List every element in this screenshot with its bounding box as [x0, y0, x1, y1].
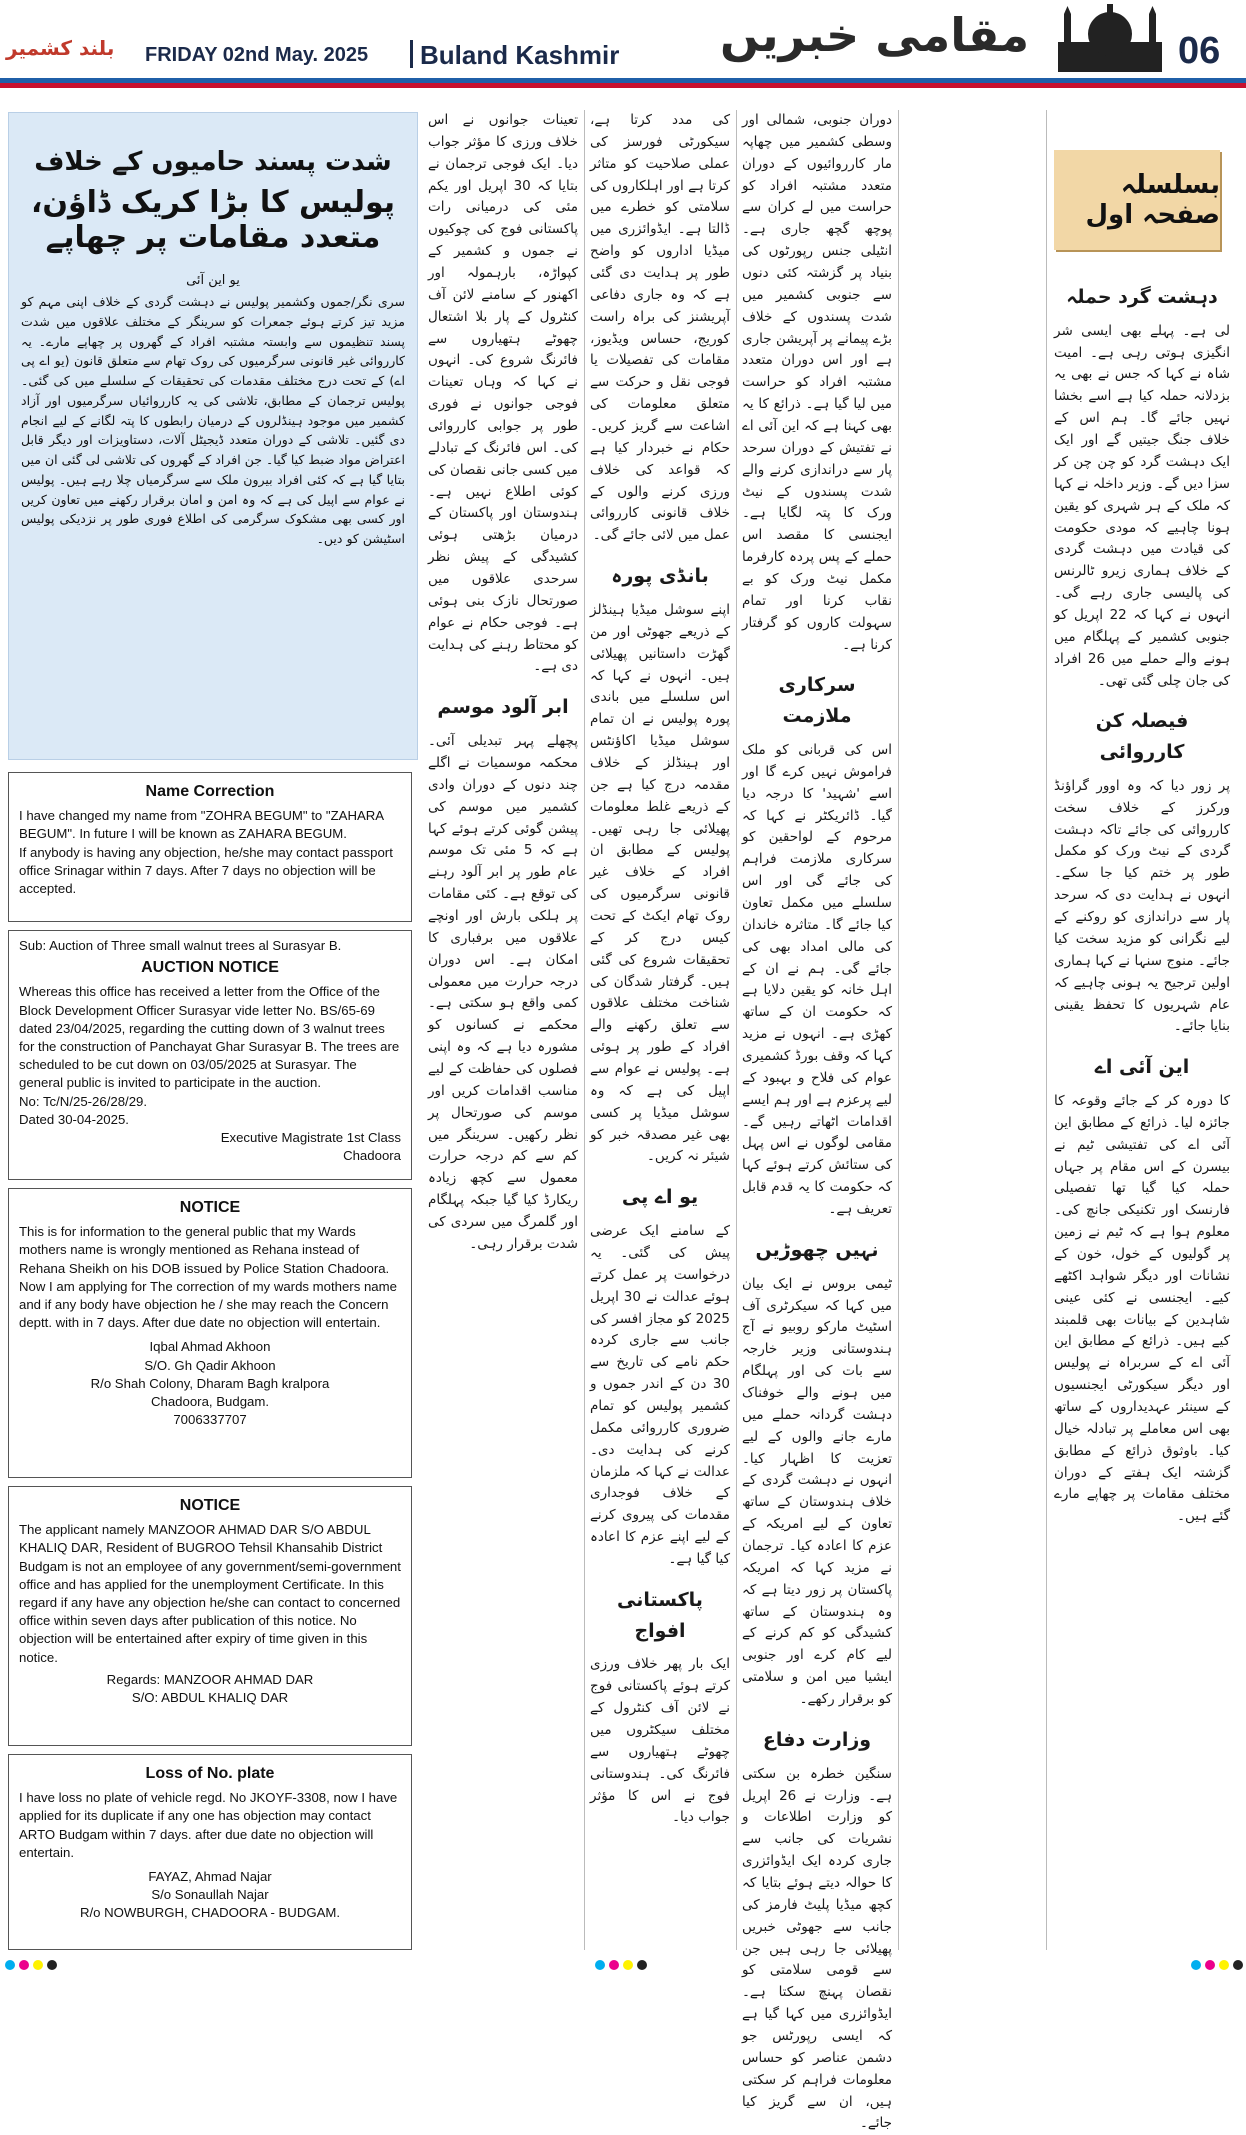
- page-number: 06: [1178, 30, 1221, 72]
- notice-text: The applicant namely MANZOOR AHMAD DAR S/O ABDUL KHALIQ DAR, Resident of BUGROO Tehsil Khansahib District Budgam is not an employee of any government/semi-government office and has applied for the unemployment Certificate. In this regard if any have any objection he/she can contact to concerned office within seven days after publication of this notice. No objection will be entertained after expiry of time given in this notice.: [19, 1522, 401, 1665]
- name-correction-notice: [8, 772, 412, 922]
- article-text: ایک بار پھر خلاف ورزی کرتے ہوئے پاکستانی فوج نے لائن آف کنٹرول کے مختلف سیکٹروں میں چھوٹے ہتھیاروں سے فائرنگ کی۔ ہندوستانی فوج نے اس کا مؤثر جواب دیا۔: [590, 1656, 730, 1826]
- notice-signature: R/o NOWBURGH, CHADOORA - BUDGAM.: [79, 1905, 341, 1921]
- article-text: دوران جنوبی، شمالی اور وسطی کشمیر میں چھاپہ مار کارروائیوں کے دوران متعدد مشتبہ افراد کو حراست میں لے کران سے پوچھ گچھ جاری ہے۔ انٹیلی جنس رپورٹوں کی بنیاد پر گزشتہ کئی دنوں سے جنوبی کشمیر میں شدت پسندوں کے خلاف بڑے پیمانے پر آپریشن جاری ہے اور اس دوران متعدد مشتبہ افراد کو حراست میں لیا گیا ہے۔ ذرائع کا یہ بھی کہنا ہے کہ این آئی اے نے تفتیش کے دوران سرحد پار سے دراندازی کرنے والے شدت پسندوں کے نیٹ ورک کا پتہ لگایا ہے۔ ایجنسی کا مقصد اس حملے کے پس پردہ کارفرما مکمل نیٹ ورک کو بے نقاب کرنا اور تمام سہولت کاروں کو گرفتار کرنا ہے۔: [742, 112, 892, 653]
- article-text: پچھلے پہر تبدیلی آئی۔ محکمہ موسمیات نے اگلے چند دنوں کے دوران وادی کشمیر میں موسم کی پیشن گوئی کرتے ہوئے کہا ہے کہ 5 مئی تک موسم عام طور پر ابر آلود رہنے کی توقع ہے۔ کئی مقامات پر ہلکی بارش اور اونچے علاقوں میں برفباری کا امکان ہے۔ اس دوران درجہ حرارت میں معمولی کمی واقع ہو سکتی ہے۔ محکمے نے کسانوں کو مشورہ دیا ہے کہ وہ اپنی فصلوں کی حفاظت کے لیے مناسب اقدامات کریں اور موسم کی صورتحال پر نظر رکھیں۔ سرینگر میں کم سے کم درجہ حرارت معمول سے کچھ زیادہ ریکارڈ کیا گیا جبکہ پہلگام اور گلمرگ میں سردی کی شدت برقرار رہی۔: [428, 733, 578, 1252]
- lead-story: [8, 112, 418, 760]
- article-text: اپنے سوشل میڈیا ہینڈلز کے ذریعے جھوٹی اور من گھڑت داستانیں پھیلائی ہیں۔ انہوں نے کہا کہ اس سلسلے میں باندی پورہ پولیس نے ان تمام سوشل میڈیا اکاؤنٹس اور ہینڈلز کے خلاف مقدمہ درج کیا ہے جن کے ذریعے غلط معلومات پھیلائی جا رہی تھیں۔ پولیس کے مطابق ان افراد کے خلاف غیر قانونی سرگرمیوں کی روک تھام ایکٹ کے تحت کیس درج کر کے تحقیقات شروع کی گئی ہیں۔ گرفتار شدگان کی شناخت مختلف علاقوں سے تعلق رکھنے والے افراد کے طور پر ہوئی ہے۔ پولیس نے عوام سے اپیل کی ہے کہ وہ سوشل میڈیا پر کسی بھی غیر مصدقہ خبر کو شیئر نہ کریں۔: [590, 601, 730, 1165]
- notice-text: I have changed my name from "ZOHRA BEGUM" to "ZAHARA BEGUM". In future I will be known as ZAHARA BEGUM.: [19, 808, 384, 842]
- lead-headline-top: شدت پسند حامیوں کے خلاف: [34, 147, 392, 177]
- unemployment-notice: [8, 1486, 412, 1746]
- notice-signature: Regards: MANZOOR AHMAD DAR: [106, 1671, 314, 1687]
- news-column-a: [742, 110, 893, 2132]
- article-subhead: نہیں چھوڑیں: [755, 1238, 879, 1261]
- notice-ref: No: Tc/N/25-26/28/29.: [19, 1093, 148, 1109]
- mothers-name-notice: [8, 1188, 412, 1478]
- article-subhead: دہشت گرد حملہ: [1066, 286, 1218, 308]
- notice-title: Loss of No. plate: [145, 1765, 275, 1782]
- article-subhead: ابر آلود موسم: [437, 696, 569, 719]
- article-text: ٹیمی بروس نے ایک بیان میں کہا کہ سیکرٹری آف اسٹیٹ مارکو روبیو نے آج ہندوستانی وزیر خارجہ سے بات کی اور پہلگام میں ہونے والے خوفناک دہشت گردانہ حملے میں مارے جانے والوں کے لیے تعزیت کا اظہار کیا۔ انہوں نے دہشت گردی کے خلاف ہندوستان کے ساتھ تعاون کے لیے امریکہ کے عزم کا اعادہ کیا۔ ترجمان نے مزید کہا کہ امریکہ پاکستان پر زور دیتا ہے کہ وہ ہندوستان کے ساتھ کشیدگی کو کم کرنے کے لیے کام کرے اور جنوبی ایشیا میں امن و سلامتی کو برقرار رکھے۔: [742, 1275, 892, 1708]
- article-subhead: پاکستانی افواج: [617, 1588, 703, 1642]
- article-subhead: یو اے پی: [621, 1186, 699, 1209]
- mosque-skyline-icon: [1050, 4, 1170, 74]
- lead-byline: یو این آئی: [186, 273, 240, 288]
- notice-title: AUCTION NOTICE: [141, 959, 279, 977]
- article-text: اس کی قربانی کو ملک فراموش نہیں کرے گا اور اسے 'شہید' کا درجہ دیا گیا۔ ڈائریکٹر نے کہا کہ مرحوم کے لواحقین کو سرکاری ملازمت فراہم کی جائے گی اور اس سلسلے میں مکمل تعاون کیا جائے گا۔ متاثرہ خاندان کی مالی امداد بھی کی جائے گی۔ ہم نے ان کے اہل خانہ کو یقین دلایا ہے کہ حکومت ان کے ساتھ کھڑی ہے۔ انہوں نے مزید کہا کہ وقف بورڈ کشمیری عوام کی فلاح و بہبود کے لیے پرعزم ہے اور ہم ایسے اقدامات اٹھاتے رہیں گے۔ مقامی لوگوں نے اس پہل کی ستائش کرتے ہوئے کہا کہ حکومت کا یہ قدم قابل تعریف ہے۔: [742, 742, 892, 1218]
- lead-headline-main: پولیس کا بڑا کریک ڈاؤن، متعدد مقامات پر چھاپے: [30, 185, 396, 255]
- article-text: کی مدد کرتا ہے، سیکورٹی فورسز کی عملی صلاحیت کو متاثر کرتا ہے اور اہلکاروں کی سلامتی کو خطرے میں ڈالتا ہے۔ ایڈوائزری میں میڈیا اداروں کو واضح طور پر ہدایت دی گئی ہے کہ وہ جاری دفاعی آپریشنز کی براہ راست کوریج، حساس ویڈیوز، مقامات کی تفصیلات یا فوجی نقل و حرکت سے متعلق معلومات کی اشاعت سے گریز کریں۔ حکام نے خبردار کیا ہے کہ قواعد کی خلاف ورزی کرنے والوں کے خلاف قانونی کارروائی عمل میں لائی جائے گی۔: [590, 112, 730, 544]
- notice-signature: Chadoora, Budgam.: [150, 1394, 270, 1410]
- article-subhead: سرکاری ملازمت: [778, 674, 856, 728]
- notice-signatory-place: Chadoora: [343, 1148, 401, 1164]
- notice-signature: S/o Sonaullah Najar: [151, 1887, 269, 1903]
- column-rule: [584, 110, 585, 1950]
- masthead-divider: [410, 40, 413, 68]
- notice-signature: FAYAZ, Ahmad Najar: [148, 1868, 272, 1884]
- urdu-logo: بلند کشمیر: [6, 36, 115, 60]
- auction-notice: [8, 930, 412, 1180]
- notice-signatory: Executive Magistrate 1st Class: [220, 1130, 401, 1146]
- notice-signature: R/o Shah Colony, Dharam Bagh kralpora: [90, 1375, 330, 1391]
- masthead-red-rule: [0, 83, 1246, 88]
- article-subhead: بانڈی پورہ: [611, 565, 709, 588]
- brand-name: Buland Kashmir: [420, 40, 620, 70]
- continued-from-front-box: بسلسلہ صفحہ اول: [1054, 150, 1220, 250]
- notice-text: Whereas this office has received a letter from the Office of the Block Development Officer Surasyar vide letter No. BS/65-69 dated 23/04/2025, regarding the cutting down of 3 walnut trees for the construction of Panchayat Ghar Surasyar B. The trees are scheduled to be cut down on 03/05/2025 at Surasyar. The general public is invited to participate in the auction.: [19, 984, 400, 1091]
- notice-title: NOTICE: [179, 1199, 241, 1216]
- notice-text: This is for information to the general public that my Wards mothers name is wrongly mentioned as Rehana instead of Rehana Sheikh on his DOB issued by Police Station Chadoora. Now I am applying for The correction of my wards mothers name and if any body have objection he / she may reach the Concern deptt. with in 7 days. After due date no objection will entertain.: [19, 1224, 397, 1331]
- article-text: تعینات جوانوں نے اس خلاف ورزی کا مؤثر جواب دیا۔ ایک فوجی ترجمان نے بتایا کہ 30 اپریل اور یکم مئی کی درمیانی رات پاکستانی فوج کی چوکیوں نے جموں و کشمیر کے کپواڑہ، بارہمولہ اور اکھنور کے سامنے لائن آف کنٹرول کے پار بلا اشتعال چھوٹے ہتھیاروں سے فائرنگ شروع کی۔ انہوں نے کہا کہ وہاں تعینات فوجی جوانوں نے فوری طور پر جوابی کارروائی کی۔ اس فائرنگ کے تبادلے میں کسی جانی نقصان کی کوئی اطلاع نہیں ہے۔ ہندوستان اور پاکستان کے درمیان بڑھتی ہوئی کشیدگی کے پیش نظر سرحدی علاقوں میں صورتحال نازک بنی ہوئی ہے۔ فوجی حکام نے عوام کو محتاط رہنے کی ہدایت دی ہے۔: [428, 112, 578, 675]
- article-subhead: این آئی اے: [1094, 1056, 1190, 1079]
- notice-text: If anybody is having any objection, he/she may contact passport office Srinagar within 7 days. After 7 days no objection will be accepted.: [19, 844, 393, 896]
- notice-text: I have loss no plate of vehicle regd. No JKOYF-3308, now I have applied for its duplicate if any one has objection may contact ARTO Budgam within 7 days. after due date no objection will entertain.: [19, 1790, 398, 1860]
- article-subhead: وزارت دفاع: [762, 1728, 872, 1751]
- article-subhead: فیصلہ کن کارروائی: [1095, 710, 1189, 764]
- issue-date: FRIDAY 02nd May. 2025: [145, 44, 369, 66]
- article-text: سنگین خطرہ بن سکتی ہے۔ وزارت نے 26 اپریل کو وزارت اطلاعات و نشریات کی جانب سے جاری کردہ ایک ایڈوائزری کا حوالہ دیتے ہوئے بتایا کہ کچھ میڈیا پلیٹ فارمز کی جانب سے جھوٹی خبریں پھیلائی جا رہی ہیں جن سے قومی سلامتی کو نقصان پہنچ سکتا ہے۔ ایڈوائزری میں کہا گیا ہے کہ ایسی رپورٹس جو دشمن عناصر کو حساس معلومات فراہم کر سکتی ہیں، ان سے گریز کیا جائے۔: [742, 1765, 893, 2132]
- column-rule: [898, 110, 899, 1950]
- print-registration-marks: [0, 1958, 1246, 1972]
- lead-body: سری نگر/جموں وکشمیر پولیس نے دہشت گردی کے خلاف اپنی مہم کو مزید تیز کرتے ہوئے جمعرات کو سرینگر کے مختلف علاقوں میں شدت پسند تنظیموں سے وابستہ مشتبہ افراد کے گھروں پر چھاپے مارے۔ یہ کارروائی غیر قانونی سرگرمیوں کی روک تھام سے متعلق قانون (یو اے پی اے) کے تحت درج مختلف مقدمات کی تحقیقات کے سلسلے میں کی گئی۔ پولیس ترجمان کے مطابق، تلاشی کی یہ کارروائیاں سرگرمیوں اور آزاد کشمیر میں موجود ہینڈلروں کے درمیان رابطوں کا پتہ لگانے کے لیے انجام دی گئیں۔ تلاشی کے دوران متعدد ڈیجیٹل آلات، دستاویزات اور دیگر قابل اعتراض مواد ضبط کیا گیا۔ جن افراد کے گھروں کی تلاشی لی گئی ان میں بتایا گیا ہے کہ کئی افراد بیرون ملک سے سرگرمیاں چلا رہے ہیں۔ پولیس نے عوام سے اپیل کی ہے کہ وہ امن و امان برقرار رکھنے میں تعاون کریں اور کسی بھی مشکوک سرگرمی کی اطلاع فوری طور پر نزدیکی پولیس اسٹیشن کو دیں۔: [21, 294, 405, 546]
- article-text: کے سامنے ایک عرضی پیش کی گئی۔ یہ درخواست پر عمل کرتے ہوئے عدالت نے 30 اپریل 2025 کو مجاز افسر کی جانب سے جاری کردہ حکم نامے کی تاریخ سے 30 دن کے اندر جموں و کشمیر پولیس کو تمام ضروری کارروائی مکمل کرنے کی ہدایت دی۔ عدالت نے کہا کہ ملزمان کے خلاف فوجداری مقدمات کی پیروی کرنے کے لیے اپنے عزم کا اعادہ کیا گیا ہے۔: [590, 1223, 731, 1567]
- column-rule: [736, 110, 737, 1950]
- news-column-sidebar: [1054, 268, 1230, 1950]
- news-column-c: [428, 110, 578, 1950]
- notice-signature: S/O: ABDUL KHALIQ DAR: [131, 1690, 289, 1706]
- loss-of-plate-notice: [8, 1754, 412, 1950]
- notice-date: Dated 30-04-2025.: [19, 1111, 129, 1127]
- news-column-b: [590, 110, 730, 1950]
- notice-title: NOTICE: [179, 1497, 241, 1514]
- notice-signature: S/O. Gh Qadir Akhoon: [144, 1357, 276, 1373]
- notice-phone: 7006337707: [173, 1412, 247, 1428]
- notice-subject: Sub: Auction of Three small walnut trees al Surasyar B.: [19, 938, 342, 953]
- notice-title: Name Correction: [145, 783, 275, 800]
- section-title: مقامی خبریں: [720, 8, 1030, 62]
- article-text: پر زور دیا کہ وہ اوور گراؤنڈ ورکرز کے خلاف سخت کارروائی کی جائے تاکہ دہشت گردی کے نیٹ ورک کو مکمل طور پر ختم کیا جا سکے۔ انہوں نے ہدایت دی کہ سرحد پار سے دراندازی کو روکنے کے لیے نگرانی کو مزید سخت کیا جائے۔ منوج سنہا نے کہا ہماری اولین ترجیح یہ ہونی چاہیے کہ عام شہریوں کا تحفظ یقینی بنایا جائے۔: [1054, 777, 1230, 1035]
- article-text: لی ہے۔ پہلے بھی ایسی شر انگیزی ہوتی رہی ہے۔ امیت شاہ نے کہا کہ جس نے بھی یہ بزدلانہ حملہ کیا ہے اسے بخشا نہیں جائے گا۔ ہم اس کے خلاف جنگ جیتیں گے اور ایک ایک دہشت گرد کو چن چن کر سزا دیں گے۔ وزیر داخلہ نے کہا کہ ملک کے ہر شہری کو یقین ہونا چاہیے کہ مودی حکومت کی قیادت میں دہشت گردی کے خلاف ہماری زیرو ٹالرنس کی پالیسی جاری رہے گی۔ انہوں نے کہا کہ 22 اپریل کو جنوبی کشمیر کے پہلگام میں ہونے والے حملے میں 26 افراد کی جان چلی گئی تھی۔: [1054, 322, 1230, 689]
- notice-signature: Iqbal Ahmad Akhoon: [149, 1339, 271, 1355]
- article-text: کا دورہ کر کے جائے وقوعہ کا جائزہ لیا۔ ذرائع کے مطابق این آئی اے کی تفتیشی ٹیم نے بیسرن کے اس مقام پر جہاں حملہ کیا گیا تھا تفصیلی فارنسک اور تکنیکی جانچ کی۔ معلوم ہوا ہے کہ ٹیم نے زمین پر گولیوں کے خول، خون کے نشانات اور دیگر شواہد اکٹھے کیے۔ ایجنسی نے کئی عینی شاہدین کے بیانات بھی قلمبند کیے ہیں۔ ذرائع کے مطابق این آئی اے کے سربراہ نے پولیس اور دیگر سیکورٹی ایجنسیوں کے سینئر عہدیداروں کے ساتھ بھی اس معاملے پر تبادلہ خیال کیا۔ باوثوق ذرائع کے مطابق گزشتہ ایک ہفتے کے دوران مختلف مقامات پر چھاپے مارے گئے ہیں۔: [1054, 1092, 1230, 1525]
- column-rule: [1046, 110, 1047, 1950]
